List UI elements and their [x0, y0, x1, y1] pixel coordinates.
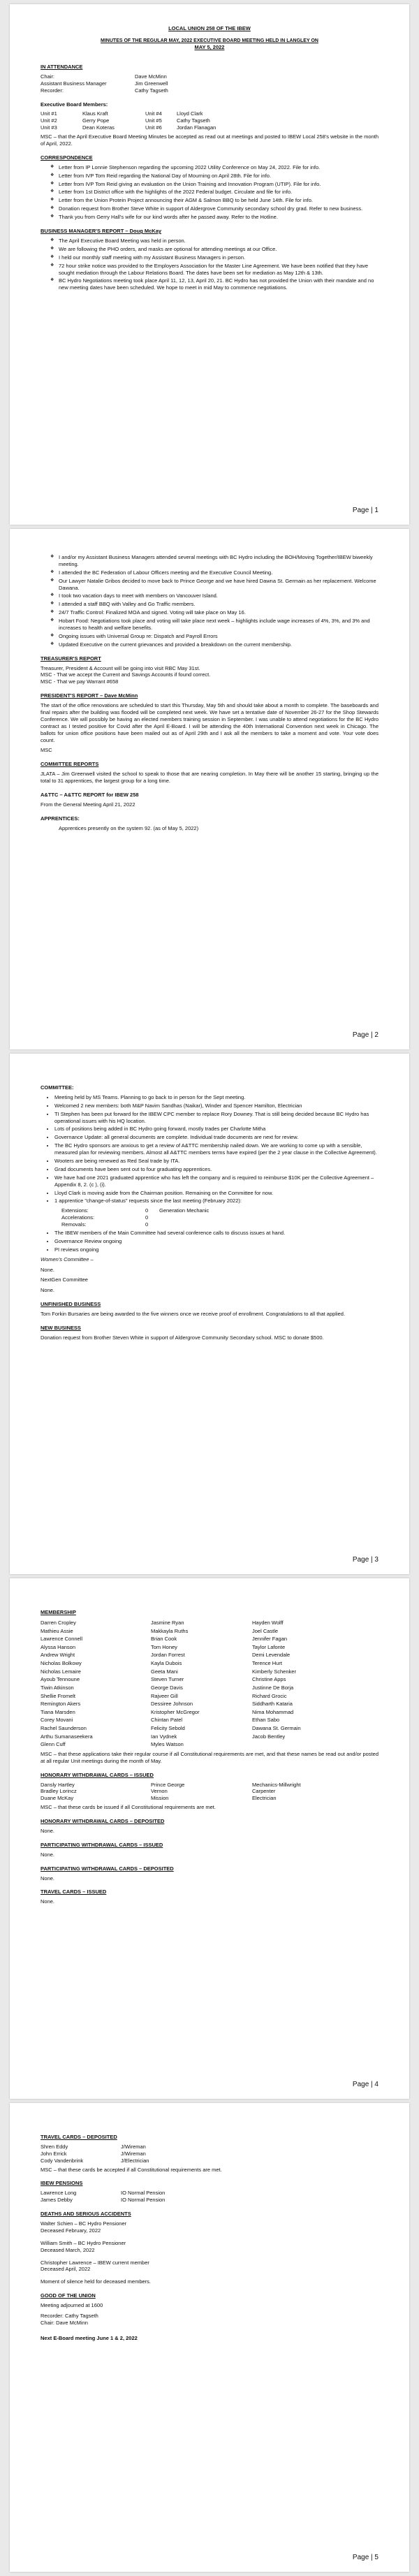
- list-item: • Wooters are being renewed as Red Seal trade by ITA.: [54, 1158, 378, 1165]
- card-trade: Mechanics-Millwright: [252, 1781, 301, 1788]
- list-item: • Governance Update: all general documents are complete. Individual trade documents are next for review.: [54, 1134, 378, 1141]
- list-item: • The BC Hydro sponsors are anxious to get a review of A&TTC membership nailed down. We are working to come up with a sensible, measured plan for reviewing members. Almost all A&TTC members terms have expired (per the 2 year clause in the Collective Agreement).: [54, 1142, 378, 1156]
- member-name: Rajveer Gill: [151, 1692, 178, 1699]
- good-of-union-heading: GOOD OF THE UNION: [41, 2292, 96, 2299]
- new-business-text: Donation request from Brother Steven White in support of Aldergrove Community Secondary school. MSC to donate $500.: [41, 1334, 324, 1341]
- member-name: Richard Grocic: [252, 1692, 287, 1699]
- none-text: None.: [41, 1828, 55, 1835]
- list-item: ❖ We are following the PHO orders, and masks are optional for attending meetings at our Office.: [59, 246, 378, 253]
- member-name: Ayoub Tennoune: [41, 1676, 80, 1683]
- new-business-heading: NEW BUSINESS: [41, 1325, 81, 1332]
- recorder-signoff: Recorder: Cathy Tagseth: [41, 2313, 98, 2320]
- treasurer-text: Treasurer, President & Account will be going into visit RBC May 31st.: [41, 664, 200, 671]
- pwc-issued-heading: PARTICIPATING WITHDRAWAL CARDS – ISSUED: [41, 1841, 163, 1848]
- member-name: Geeta Mani: [151, 1668, 178, 1675]
- list-item: ❖ I attended a staff BBQ with Valley and Go Traffic members.: [59, 601, 378, 608]
- card-class: J/Wireman: [121, 2150, 146, 2157]
- pension-type: IO Normal Pension: [121, 2197, 166, 2204]
- next-meeting: Next E-Board meeting June 1 & 2, 2022: [41, 2334, 138, 2341]
- card-trade: Carpenter: [252, 1788, 276, 1795]
- unit-label: Unit #6: [145, 124, 162, 131]
- status-value: 0: [145, 1214, 149, 1221]
- list-item: ❖ I held our monthly staff meeting with my Assistant Business Managers in person.: [59, 254, 378, 261]
- member-name: Nicholas Bolkowy: [41, 1660, 82, 1667]
- pension-name: James Debby: [41, 2197, 73, 2204]
- committee-list: [41, 1094, 378, 1205]
- page-number: Page | 4: [352, 2080, 378, 2088]
- minutes-msc: MSC – that the April Executive Board Meeting Minutes be accepted as read out at meetings and posted to IBEW Local 258's website in the month of April, 2022.: [41, 133, 378, 147]
- member-name: George Davis: [151, 1684, 183, 1691]
- member-name: Arthu Sumanaseekera: [41, 1733, 93, 1740]
- member-name: Jordan Forrest: [151, 1652, 185, 1659]
- list-item: ❖ I took two vacation days to meet with members on Vancouver Island.: [59, 592, 378, 599]
- unit-label: Unit #5: [145, 117, 162, 124]
- membership-heading: MEMBERSHIP: [41, 1609, 76, 1615]
- womens-heading: Women's Committee –: [41, 1256, 94, 1262]
- apprentices-text: Apprentices presently on the system 92. (as of May 5, 2022): [59, 824, 199, 831]
- card-location: Prince George: [151, 1781, 185, 1788]
- president-text: The start of the office renovations are scheduled to start this Thursday, May 5th and should take about a month to complete. The baseboards and final repairs after the building was flooded will be completed next week. We have set a tentative date of November 26-27 for the Shop Stewards Conference. We will possibly be having an elected members training session in September. I was unable to attend negotiations for the BC Hydro contract as I tested positive for Covid after the April E-Board. I will be attending the 40th International Convention next week in Chicago. The ballots for union office positions have been mailed out as of April 29th and I ask all the members to take a moment and vote. Your vote does count.: [41, 702, 378, 743]
- list-item: • TI Stephen has been put forward for the IBEW CPC member to replace Rory Downey. That is still being decided because BC Hydro has operational issues with his HQ location.: [54, 1111, 378, 1125]
- member-name: Jordan Flanagan: [177, 124, 216, 131]
- member-name: Chintan Patel: [151, 1717, 183, 1724]
- list-item: • Grad documents have been sent out to four graduating apprentices.: [54, 1166, 378, 1173]
- list-item: ❖ Thank you from Gerry Hall's wife for our kind words after he passed away. Refer to the Hotline.: [59, 214, 378, 221]
- member-name: Dawana St. Germain: [252, 1725, 301, 1732]
- hwc-table: [41, 1782, 378, 1803]
- role-label: Assistant Business Manager: [41, 80, 107, 87]
- president-msc: MSC: [41, 747, 52, 754]
- member-name: Steven Turner: [151, 1676, 184, 1683]
- treasurer-msc: MSC - That we pay Warrant #658: [41, 678, 119, 685]
- role-name: Dave McMinn: [135, 73, 167, 80]
- travel-issued-heading: TRAVEL CARDS – ISSUED: [41, 1889, 107, 1895]
- members-table: [41, 110, 378, 131]
- member-name: Ethan Sabo: [252, 1717, 280, 1724]
- death-name: Walter Schien – BC Hydro Pensioner: [41, 2220, 127, 2227]
- member-name: Nima Mohammad: [252, 1708, 294, 1715]
- card-name: Dansly Hartley: [41, 1781, 75, 1788]
- page-number: Page | 2: [352, 1031, 378, 1039]
- list-item: • Lots of positions being added in BC Hydro going forward, mostly trades per Charlotte Mitha: [54, 1126, 378, 1133]
- member-name: Lawrence Connell: [41, 1636, 83, 1643]
- unfinished-heading: UNFINISHED BUSINESS: [41, 1301, 101, 1308]
- meeting-date: MAY 5, 2022: [194, 44, 225, 51]
- member-name: Mathieu Assie: [41, 1627, 73, 1634]
- member-name: Kimberly Schenker: [252, 1668, 296, 1675]
- list-item: ❖ Our Lawyer Natalie Gribos decided to move back to Prince George and we have hired Dawna St. Germain as her replacement. Welcome Dawana.: [59, 578, 378, 592]
- card-trade: Electrician: [252, 1795, 277, 1802]
- member-name: Joel Castle: [252, 1627, 279, 1634]
- member-name: Jasmine Ryan: [151, 1619, 184, 1626]
- list-item: • The IBEW members of the Main Committee had several conference calls to discuss issues at hand.: [54, 1230, 378, 1237]
- list-item: ❖ BC Hydro Negotiations meeting took place April 11, 12, 13, April 20, 21. BC Hydro has not provided the Union with their mandate and no new meeting dates have been scheduled. We hope to meet in mid May to commence negotiations.: [59, 277, 378, 291]
- member-name: Tiana Marsden: [41, 1708, 75, 1715]
- unit-label: Unit #2: [41, 117, 57, 124]
- silence-text: Moment of silence held for deceased members.: [41, 2278, 151, 2285]
- member-name: Darren Cropley: [41, 1619, 76, 1626]
- page-4: [10, 1578, 409, 2099]
- list-item: ❖ Letter from IVP Tom Reid regarding the National Day of Mourning on April 28th. File for info.: [59, 173, 378, 180]
- list-item: • We have had one 2021 graduated apprentice who has left the company and is required to reimburse $10K per the Collective Agreement – Appendix 8, 2. (c ), (i).: [54, 1174, 378, 1188]
- document-subtitle: MINUTES OF THE REGULAR MAY, 2022 EXECUTIVE BOARD MEETING HELD IN LANGLEY ON: [101, 38, 318, 43]
- member-name: Demi Levendale: [252, 1652, 291, 1659]
- list-item: ❖ Letter from IP Lonnie Stephenson regarding the upcoming 2022 Utility Conference on May 24, 2022. File for info.: [59, 164, 378, 171]
- card-location: Vernon: [151, 1788, 168, 1795]
- member-name: Taylor Lafonte: [252, 1643, 286, 1650]
- member-name: Dean Koteras: [82, 124, 115, 131]
- abtc-heading: A&TTC – A&TTC REPORT for IBEW 258: [41, 792, 139, 799]
- list-item: ❖ Donation request from Brother Steve White in support of Aldergrove Community secondary school dry grad. Refer to new business.: [59, 205, 378, 212]
- travel-deposited-heading: TRAVEL CARDS – DEPOSITED: [41, 2134, 117, 2140]
- none-text: None.: [41, 1898, 55, 1905]
- list-item: • Meeting held by MS Teams. Planning to go back to in person for the Sept meeting.: [54, 1094, 378, 1101]
- status-label: Extensions:: [61, 1207, 89, 1214]
- death-entry: [41, 2240, 378, 2254]
- abtc-text: From the General Meeting April 21, 2022: [41, 801, 135, 808]
- page-2: [10, 529, 409, 1049]
- card-name: John Errick: [41, 2150, 67, 2157]
- unit-label: Unit #1: [41, 110, 57, 117]
- membership-msc: MSC – that these applications take their regular course if all Constitutional requirements are met, and that these names be read out and/or posted at all regular Unit meetings during the month of May.: [41, 1750, 378, 1764]
- member-name: Rachel Saunderson: [41, 1725, 87, 1732]
- roles-list: [41, 73, 378, 94]
- death-date: Deceased April, 2022: [41, 2266, 91, 2273]
- treasurer-msc: MSC - That we accept the Current and Savings Accounts if found correct.: [41, 671, 211, 678]
- role-name: Cathy Tagseth: [135, 87, 168, 94]
- president-heading: PRESIDENT'S REPORT – Dave McMinn: [41, 692, 138, 699]
- travel-table: [41, 2144, 378, 2164]
- status-table: [41, 1207, 378, 1228]
- list-item: ❖ The April Executive Board Meeting was held in person.: [59, 238, 378, 245]
- hwc-msc: MSC – that these cards be issued if all Constitutional requirements are met.: [41, 1804, 216, 1811]
- page-3: [10, 1054, 409, 1574]
- list-item: ❖ Letter from IVP Tom Reid giving an evaluation on the Union Training and Innovation Program (UTIP). File for info.: [59, 181, 378, 188]
- list-item: ❖ Updated Executive on the current grievances and provided a breakdown on the current membership.: [59, 641, 378, 648]
- page-number: Page | 1: [352, 506, 378, 514]
- member-name: Shellie Fromelt: [41, 1692, 76, 1699]
- document-title: LOCAL UNION 258 OF THE IBEW: [168, 25, 251, 31]
- deaths-heading: DEATHS AND SERIOUS ACCIDENTS: [41, 2211, 131, 2218]
- list-item: ❖ 24/7 Traffic Control: Finalized MOA and signed. Voting will take place on May 16.: [59, 609, 378, 616]
- member-name: Justinne De Borja: [252, 1684, 294, 1691]
- role-label: Chair:: [41, 73, 55, 80]
- member-name: Dessiree Johnson: [151, 1701, 193, 1708]
- member-name: Ian Vydnek: [151, 1733, 177, 1740]
- correspondence-heading: CORRESPONDENCE: [41, 154, 93, 161]
- death-entry: [41, 2260, 378, 2273]
- member-name: Kristopher McGregor: [151, 1708, 200, 1715]
- treasurer-heading: TREASURER'S REPORT: [41, 655, 101, 662]
- list-item: • Welcomed 2 new members: both M&P Navim Sandhas (Naikar), Winder and Spencer Hamilton, Electrician: [54, 1103, 378, 1109]
- member-name: Remington Akers: [41, 1701, 81, 1708]
- pension-type: IO Normal Pension: [121, 2190, 166, 2197]
- member-name: Brian Cook: [151, 1636, 177, 1643]
- exec-members-heading: Executive Board Members:: [41, 101, 108, 108]
- list-item: • PI reviews ongoing: [54, 1246, 378, 1253]
- bm-report-cont-list: [41, 554, 378, 648]
- page-number: Page | 5: [352, 2553, 378, 2561]
- list-item: ❖ I and/or my Assistant Business Managers attended several meetings with BC Hydro including the BOH/Moving Together/IBEW biweekly meeting.: [59, 554, 378, 568]
- member-name: Terence Hurt: [252, 1660, 282, 1667]
- member-name: Glenn Cuff: [41, 1741, 66, 1748]
- member-name: Makkayla Ruths: [151, 1627, 189, 1634]
- committee-heading: COMMITTEE:: [41, 1084, 74, 1091]
- none-text: None.: [41, 1287, 55, 1294]
- member-name: Kayla Dubois: [151, 1660, 182, 1667]
- card-name: Shren Eddy: [41, 2143, 68, 2150]
- member-name: Lloyd Clark: [177, 110, 203, 117]
- status-label: Accelerations:: [61, 1214, 95, 1221]
- membership-column: [252, 1619, 301, 1749]
- role-label: Recorder:: [41, 87, 64, 94]
- list-item: • Governance Review ongoing: [54, 1238, 378, 1245]
- none-text: None.: [41, 1875, 55, 1882]
- membership-list: [41, 1619, 378, 1749]
- nextgen-heading: NextGen Committee: [41, 1276, 88, 1283]
- page-5: [10, 2103, 409, 2572]
- list-item: ❖ Letter from 1st District office with the highlights of the 2022 Federal budget. Circulate and file for info.: [59, 189, 378, 196]
- member-name: Cathy Tagseth: [177, 117, 210, 124]
- none-text: None.: [41, 1851, 55, 1858]
- page-1: [10, 4, 409, 525]
- card-class: J/Wireman: [121, 2143, 146, 2150]
- member-name: Tiwin Atkinson: [41, 1684, 74, 1691]
- list-item: ❖ 72 hour strike notice was provided to the Employers Association for the Master Line Agreement. We have been notified that they have sought mediation through the Labour Relations Board. The dates have been set for mediation as May 12th & 13th.: [59, 263, 378, 277]
- member-name: Corey Movani: [41, 1717, 73, 1724]
- correspondence-list: [41, 164, 378, 221]
- pension-name: Lawrence Long: [41, 2190, 77, 2197]
- list-item: • 1 apprentice "change-of-status" requests since the last meeting (February 2022):: [54, 1198, 378, 1205]
- member-name: Gerry Pope: [82, 117, 110, 124]
- card-name: Cody Vandenbrink: [41, 2157, 84, 2164]
- pension-table: [41, 2190, 378, 2204]
- card-class: J/Electrician: [121, 2157, 149, 2164]
- death-name: Christopher Lawrence – IBEW current member: [41, 2259, 149, 2266]
- unit-label: Unit #4: [145, 110, 162, 117]
- status-value: 0: [145, 1221, 149, 1228]
- committee-reports-heading: COMMITTEE REPORTS: [41, 761, 99, 768]
- member-name: Alyssa Hanson: [41, 1643, 76, 1650]
- bm-report-heading: BUSINESS MANAGER'S REPORT – Doug McKay: [41, 228, 162, 235]
- death-name: William Smith – BC Hydro Pensioner: [41, 2239, 126, 2246]
- death-date: Deceased February, 2022: [41, 2227, 101, 2234]
- list-item: ❖ Hobart Food: Negotiations took place and voting will take place next week – highlights include wage increases of 4%, 3%, and 3% and increases to health and welfare benefits.: [59, 618, 378, 632]
- member-name: Christine Apps: [252, 1676, 286, 1683]
- adjourned-text: Meeting adjourned at 1600: [41, 2302, 103, 2309]
- member-name: Nicholas Lemaire: [41, 1668, 81, 1675]
- membership-column: [151, 1619, 252, 1749]
- list-item: ❖ I attended the BC Federation of Labour Officers meeting and the Executive Council Meeting.: [59, 569, 378, 576]
- member-name: Felicity Sebold: [151, 1725, 185, 1732]
- member-name: Hayden Wolff: [252, 1619, 284, 1626]
- member-name: Myles Watson: [151, 1741, 184, 1748]
- card-name: Bradley Lorincz: [41, 1788, 77, 1795]
- pwc-deposited-heading: PARTICIPATING WITHDRAWAL CARDS – DEPOSITED: [41, 1865, 174, 1872]
- card-location: Mission: [151, 1795, 169, 1802]
- committee-text: JLATA – Jim Greenwell visited the school to speak to those that are nearing completion. In May there will be another 15 starting, bringing up the total to 31 apprentices, the largest group for a long time.: [41, 771, 378, 785]
- membership-column: [41, 1619, 151, 1749]
- hwc-issued-heading: HONORARY WITHDRAWAL CARDS – ISSUED: [41, 1771, 154, 1778]
- in-attendance-heading: IN ATTENDANCE: [41, 64, 83, 71]
- committee-list-2: [41, 1230, 378, 1253]
- member-name: Klaus Kraft: [82, 110, 108, 117]
- bm-report-list: [41, 238, 378, 291]
- death-date: Deceased March, 2022: [41, 2246, 95, 2253]
- card-name: Duane McKay: [41, 1795, 74, 1802]
- list-item: ❖ Ongoing issues with Universal Group re: Dispatch and Payroll Errors: [59, 633, 378, 640]
- apprentices-heading: APPRENTICES:: [41, 815, 80, 822]
- member-name: Andrew Wright: [41, 1652, 75, 1659]
- member-name: Jennifer Fagan: [252, 1636, 288, 1643]
- status-note: Generation Mechanic: [159, 1207, 210, 1214]
- travel-msc: MSC – that these cards be accepted if all Constitutional requirements are met.: [41, 2166, 222, 2173]
- death-entry: [41, 2220, 378, 2234]
- status-label: Removals:: [61, 1221, 87, 1228]
- none-text: None.: [41, 1266, 55, 1273]
- member-name: Tom Honey: [151, 1643, 177, 1650]
- status-value: 0: [145, 1207, 149, 1214]
- role-name: Jim Greenwell: [135, 80, 168, 87]
- page-number: Page | 3: [352, 1555, 378, 1564]
- ibew-pensions-heading: IBEW PENSIONS: [41, 2180, 83, 2187]
- list-item: ❖ Letter from the Union Protein Project announcing their AGM & Salmon BBQ to be held June 14th. File for info.: [59, 197, 378, 204]
- member-name: Siddharth Kataria: [252, 1701, 293, 1708]
- unfinished-text: Tom Forkin Bursaries are being awarded to the five winners once we receive proof of enrollment. Congratulations to all that applied.: [41, 1311, 346, 1318]
- hwc-deposited-heading: HONORARY WITHDRAWAL CARDS – DEPOSITED: [41, 1818, 165, 1825]
- member-name: Jacob Bentley: [252, 1733, 286, 1740]
- list-item: • Lloyd Clark is moving aside from the Chairman position. Remaining on the Committee for now.: [54, 1190, 378, 1197]
- unit-label: Unit #3: [41, 124, 57, 131]
- chair-signoff: Chair: Dave McMinn: [41, 2319, 88, 2326]
